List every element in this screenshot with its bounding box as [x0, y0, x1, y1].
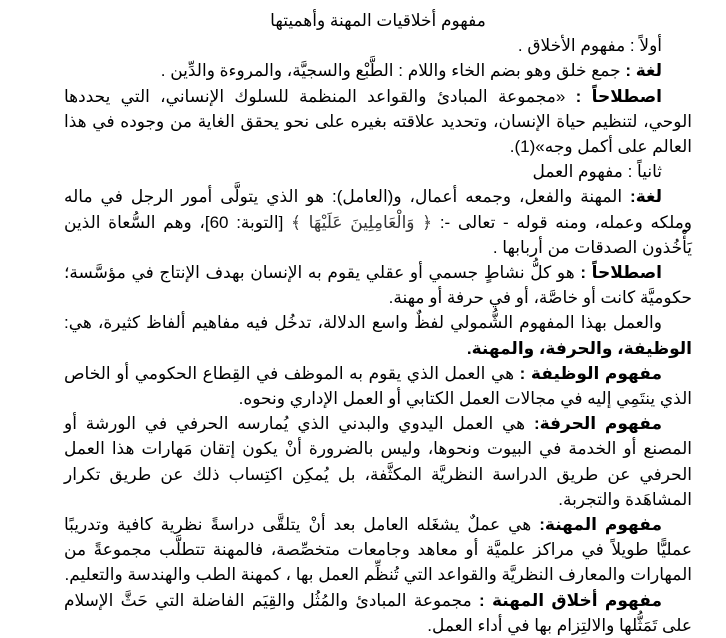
definition-text: هي العمل اليدوي والبدني الذي يُمارسه الحرفي في الورشة أو المصنع أو الخدمة في البيوت ونحوها، وليس بالضرورة أنْ يكون إتقان مَهارات هذا العمل الحرفي عن طريق الدراسة النظريَّة المكثَّفة، بل يُمكِن اكتِساب ذلك عن طريق تكرار المشاهَدة والتجربة. — [64, 414, 692, 509]
definition-text: هي العمل الذي يقوم به الموظف في القِطاع الحكومي أو الخاص الذي ينتَمِي إليه في مجالات العمل الكتابي أو العمل الإداري ونحوه. — [64, 363, 692, 409]
term-label: لغة : — [625, 61, 662, 81]
section-heading-akhlaq: أولاً : مفهوم الأخلاق . — [517, 36, 662, 56]
term-label: مفهوم الحرفة: — [533, 414, 662, 434]
definition-text: مجموعة المبادئ والمُثُل والقِيَم الفاضلة التي حَثَّ الإسلام على تَمَثُّلها والالتِزام بها في أداء العمل. — [64, 590, 692, 635]
paragraph-akhlaq-istilah — [64, 84, 692, 160]
term-label: لغة: — [630, 187, 662, 207]
paragraph-akhlaq-mihna — [64, 588, 692, 638]
definition-text: هو كلُّ نشاطٍ جسمي أو عقلي يقوم به الإنسان بهدف الإنتاج في مؤسَّسة؛ حكوميَّة كانت أو خاصَّة، أو في حرفة أو مهنة. — [64, 263, 692, 308]
general-terms: الوظيفة، والحرفة، والمهنة. — [466, 338, 692, 358]
term-label: مفهوم أخلاق المهنة : — [479, 590, 662, 610]
term-label: اصطلاحاً : — [575, 86, 662, 106]
definition-text: [التوبة: 60]، وهم السُّعاة الذين يَأْخُذون الصدقات من أربابها . — [64, 212, 692, 257]
paragraph-hirfa — [64, 411, 692, 512]
general-text: والعمل بهذا المفهوم الشُّمولي لفظٌ واسع الدلالة، تدخُل فيه مفاهيم ألفاظ كثيرة، هي: — [64, 313, 662, 333]
definition-text: «مجموعة المبادئ والقواعد المنظمة للسلوك الإنساني، التي يحددها الوحي، لتنظيم حياة الإنسان، وتحديد علاقته بغيره على نحو يحقق الغاية من وجوده في هذا العالم على أكمل وجه»(1). — [64, 86, 692, 157]
paragraph-amal-lugha — [64, 184, 692, 260]
term-label: مفهوم المهنة: — [539, 515, 662, 535]
quran-quote: ﴿ وَالْعَامِلِينَ عَلَيْهَا ﴾ — [290, 212, 433, 232]
term-label: اصطلاحاً : — [580, 263, 662, 283]
paragraph-wazifa — [64, 361, 692, 411]
page-title: مفهوم أخلاقيات المهنة وأهميتها — [270, 11, 486, 30]
paragraph-amal-general — [64, 310, 692, 360]
paragraph-akhlaq-lugha — [64, 58, 692, 83]
definition-text: المهنة والفعل، وجمعه أعمال، و(العامل): هو الذي يتولَّى أمور الرجل في ماله وملكه وعمله، ومنه قوله - تعالى -: — [64, 187, 693, 232]
definition-text: جمع خلق وهو بضم الخاء واللام : الطَّبْع والسجيَّة، والمروءة والدِّين . — [160, 61, 626, 81]
term-label: مفهوم الوظيفة : — [519, 363, 662, 383]
paragraph-mihna — [64, 512, 692, 588]
section-heading-amal: ثانياً : مفهوم العمل — [532, 162, 662, 182]
definition-text: هي عملٌ يشغَله العامل بعد أنْ يتلقَّى دراسةً نظرية كافية وتدريبًا عمليًّا طويلاً في مراكز علميَّة أو معاهد وجامعات متخصِّصة، فالمهنة تتطلَّب مجموعةً من المهارات والمعارف النظريَّة والقواعد التي تُنظِّم العمل بها ، كمهنة الطب والهندسة والتعليم. — [64, 515, 692, 585]
paragraph-amal-istilah — [64, 260, 692, 310]
document — [64, 8, 692, 638]
